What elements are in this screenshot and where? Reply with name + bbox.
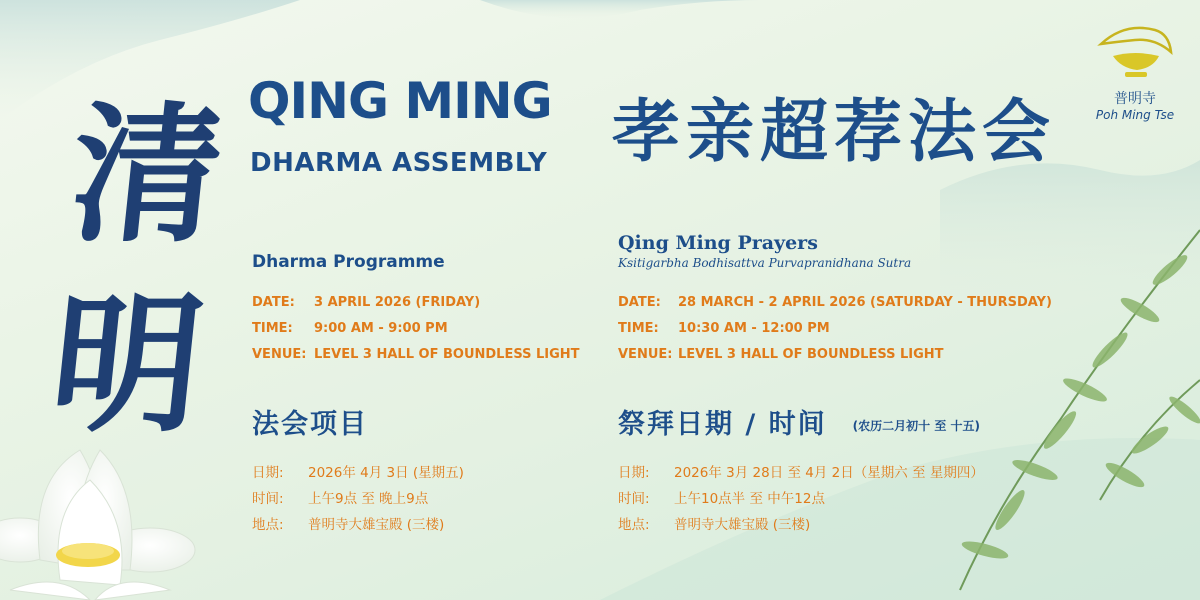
zh-info-value: 上午10点半 至 中午12点 [674, 491, 825, 507]
zh-info-value: 普明寺大雄宝殿 (三楼) [674, 517, 811, 533]
prayers-heading: Qing Ming Prayers [618, 232, 818, 254]
prayers-details [618, 290, 1052, 368]
calligraphy-char-1: 清 [62, 87, 232, 263]
info-label: DATE: [618, 295, 661, 310]
zh-info-row [252, 486, 464, 512]
info-row [618, 290, 1052, 316]
zh-info-row [252, 460, 464, 486]
title-english-line1: QING MING [248, 72, 552, 130]
info-value: LEVEL 3 HALL OF BOUNDLESS LIGHT [678, 347, 944, 362]
info-row [252, 316, 580, 342]
info-label: VENUE: [618, 347, 673, 362]
dharma-programme-section [252, 252, 445, 272]
info-row [252, 342, 580, 368]
zh-info-label: 时间: [618, 491, 650, 507]
lotus-flower [0, 450, 195, 600]
zh-info-label: 时间: [252, 491, 284, 507]
logo [1085, 22, 1185, 122]
prayers-subheading: Ksitigarbha Bodhisattva Purvapranidhana Sutra [618, 256, 912, 270]
zh-info-row [252, 512, 464, 538]
title-english-line2: DHARMA ASSEMBLY [250, 148, 548, 178]
zh-info-label: 日期: [252, 465, 284, 481]
zh-prayers-details [618, 460, 984, 538]
lunar-date-note: (农历二月初十 至 十五) [852, 419, 980, 433]
zh-prayers-heading-block [618, 402, 980, 441]
info-value: 10:30 AM - 12:00 PM [678, 321, 830, 336]
info-row [618, 342, 1052, 368]
zh-programme-details [252, 460, 464, 538]
zh-info-label: 地点: [618, 517, 650, 533]
info-label: TIME: [252, 321, 293, 336]
zh-info-value: 2026年 3月 28日 至 4月 2日（星期六 至 星期四） [674, 465, 984, 481]
dharma-programme-details [252, 290, 580, 368]
dharma-programme-heading: Dharma Programme [252, 252, 445, 272]
info-value: 3 APRIL 2026 (FRIDAY) [314, 295, 481, 310]
info-row [252, 290, 580, 316]
zh-info-value: 上午9点 至 晚上9点 [308, 491, 429, 507]
info-value: LEVEL 3 HALL OF BOUNDLESS LIGHT [314, 347, 580, 362]
zh-info-row [618, 460, 984, 486]
calligraphy-char-2: 明 [42, 277, 212, 453]
zh-prayers-heading [618, 402, 980, 441]
info-value: 28 MARCH - 2 APRIL 2026 (SATURDAY - THURSDAY) [678, 295, 1052, 310]
mountain-wash-top [480, 0, 760, 18]
zh-info-row [618, 512, 984, 538]
zh-info-label: 地点: [252, 517, 284, 533]
zh-programme-heading: 法会项目 [252, 409, 368, 440]
info-label: DATE: [252, 295, 295, 310]
info-row [618, 316, 1052, 342]
zh-info-label: 日期: [618, 465, 650, 481]
title-chinese: 孝亲超荐法会 [612, 93, 1057, 172]
lotus-bowl-logo-icon [1095, 22, 1175, 86]
info-label: VENUE: [252, 347, 307, 362]
zh-info-value: 普明寺大雄宝殿 (三楼) [308, 517, 445, 533]
zh-prayers-heading-text: 祭拜日期 / 时间 [618, 409, 827, 440]
zh-info-row [618, 486, 984, 512]
qing-ming-prayers-section [618, 232, 911, 270]
logo-name-chinese: 普明寺 [1114, 91, 1156, 107]
zh-info-value: 2026年 4月 3日 (星期五) [308, 465, 464, 481]
logo-name-english: Poh Ming Tse [1095, 108, 1175, 122]
zh-programme-heading-block [252, 402, 368, 441]
info-label: TIME: [618, 321, 659, 336]
info-value: 9:00 AM - 9:00 PM [314, 321, 448, 336]
